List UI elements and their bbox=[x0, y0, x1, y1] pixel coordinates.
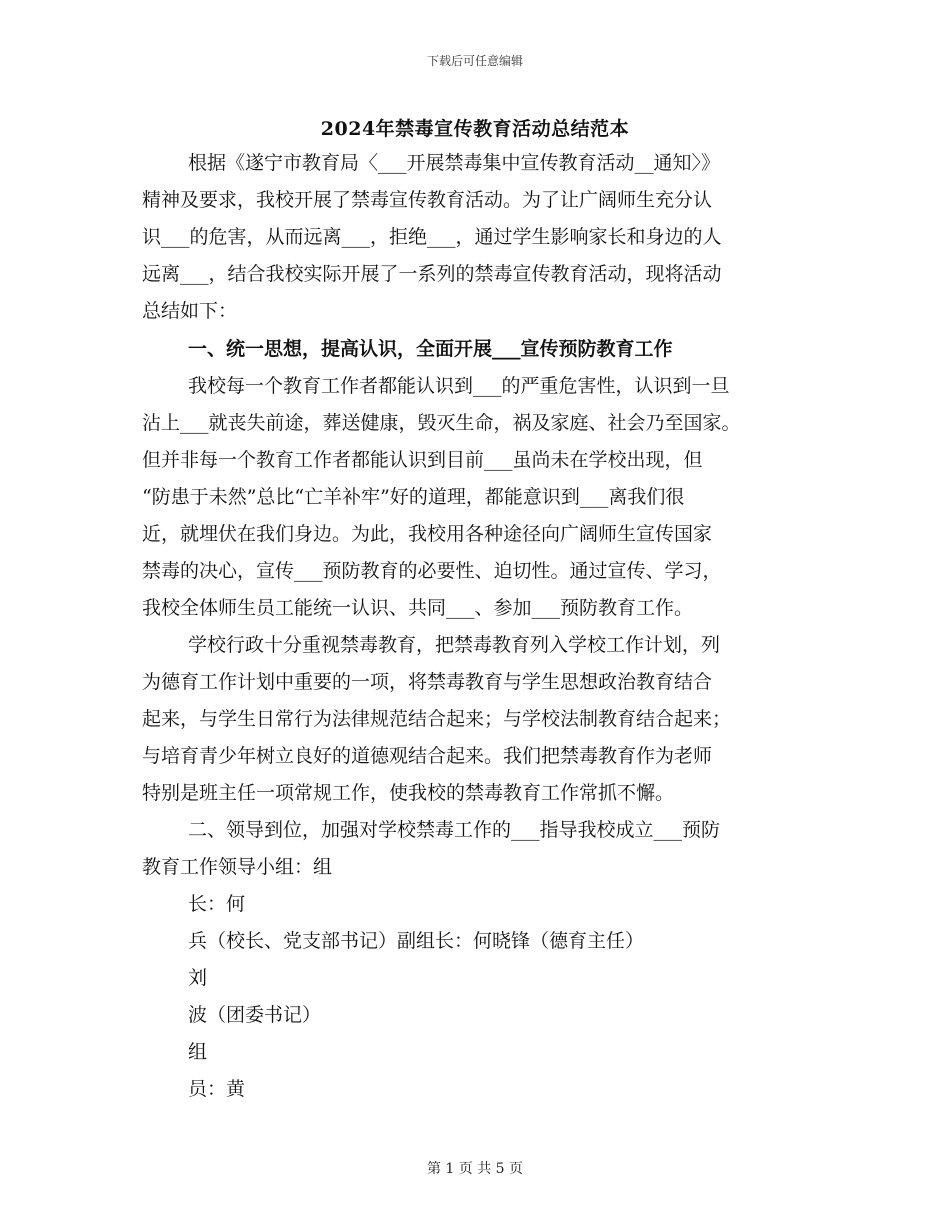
body-line: 刘 bbox=[188, 967, 208, 989]
body-line: 组 bbox=[188, 1041, 208, 1063]
body-line: 我校每一个教育工作者都能认识到___的严重危害性，认识到一旦 bbox=[188, 375, 730, 397]
body-line: 识___的危害，从而远离___，拒绝___，通过学生影响家长和身边的人 bbox=[142, 226, 722, 248]
page-header-note: 下载后可任意编辑 bbox=[426, 54, 523, 68]
body-line: 长：何 bbox=[188, 893, 246, 915]
body-line: 波（团委书记） bbox=[188, 1004, 322, 1026]
body-line: 根据《遂宁市教育局〈___开展禁毒集中宣传教育活动__通知〉》 bbox=[188, 152, 721, 174]
body-line: 员：黄 bbox=[188, 1078, 246, 1100]
body-line: 禁毒的决心，宣传___预防教育的必要性、迫切性。通过宣传、学习， bbox=[142, 560, 722, 582]
body-line: 远离___，结合我校实际开展了一系列的禁毒宣传教育活动，现将活动 bbox=[142, 263, 722, 285]
body-line: 为德育工作计划中重要的一项，将禁毒教育与学生思想政治教育结合 bbox=[142, 671, 713, 693]
body-line: 特别是班主任一项常规工作，使我校的禁毒教育工作常抓不懈。 bbox=[142, 782, 675, 804]
page-footer-number: 第 1 页 共 5 页 bbox=[426, 1161, 524, 1177]
body-line: 与培育青少年树立良好的道德观结合起来。我们把禁毒教育作为老师 bbox=[142, 745, 713, 767]
document-title: 2024年禁毒宣传教育活动总结范本 bbox=[320, 118, 630, 140]
body-line: 起来，与学生日常行为法律规范结合起来；与学校法制教育结合起来； bbox=[142, 708, 732, 730]
body-line: 沾上___就丧失前途，葬送健康，毁灭生命，祸及家庭、社会乃至国家。 bbox=[142, 412, 741, 434]
body-line: “防患于未然”总比“亡羊补牢”好的道理，都能意识到___离我们很 bbox=[142, 486, 685, 508]
body-line: 精神及要求，我校开展了禁毒宣传教育活动。为了让广阔师生充分认 bbox=[142, 189, 713, 211]
body-line: 教育工作领导小组：组 bbox=[142, 856, 333, 878]
section-heading: 一、统一思想，提高认识，全面开展___宣传预防教育工作 bbox=[188, 338, 673, 360]
body-line: 学校行政十分重视禁毒教育，把禁毒教育列入学校工作计划，列 bbox=[188, 634, 721, 656]
body-line: 但并非每一个教育工作者都能认识到目前___虽尚未在学校出现，但 bbox=[142, 449, 703, 471]
section-heading: 二、领导到位，加强对学校禁毒工作的___指导我校成立___预防 bbox=[188, 819, 721, 841]
body-line: 我校全体师生员工能统一认识、共同___、参加___预防教育工作。 bbox=[142, 597, 694, 619]
body-line: 总结如下： bbox=[142, 300, 238, 322]
body-line: 兵（校长、党支部书记）副组长：何晓锋（德育主任） bbox=[188, 930, 645, 952]
body-line: 近，就埋伏在我们身边。为此，我校用各种途径向广阔师生宣传国家 bbox=[142, 523, 713, 545]
